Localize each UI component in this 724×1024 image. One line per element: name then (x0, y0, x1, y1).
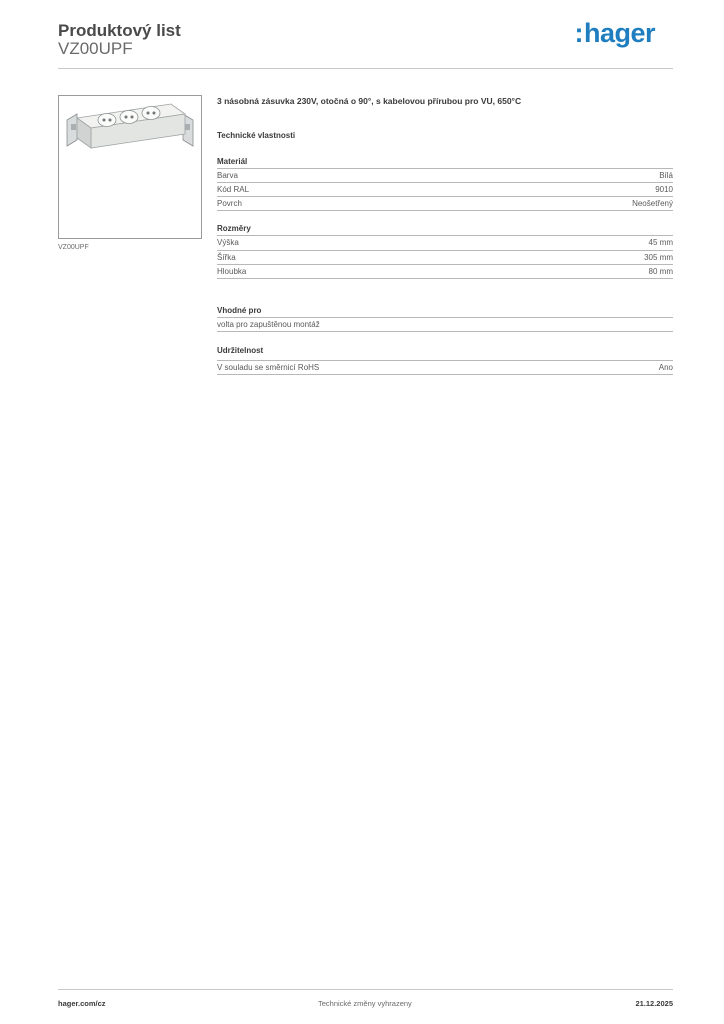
spec-row-rohs: V souladu se směrnicí RoHS Ano (217, 360, 673, 375)
suitable-for-title: Vhodné pro (217, 306, 262, 315)
spec-row-surface: Povrch Neošetřený (217, 196, 673, 211)
spec-row-depth: Hloubka 80 mm (217, 264, 673, 279)
footer-divider (58, 989, 673, 990)
socket-3 (142, 107, 160, 120)
footer-date: 21.12.2025 (635, 999, 673, 1008)
technical-properties-heading: Technické vlastnosti (217, 131, 296, 140)
socket-1 (98, 114, 116, 127)
sustainability-title: Udržitelnost (217, 346, 264, 355)
spec-row-ral: Kód RAL 9010 (217, 182, 673, 196)
product-description: 3 násobná zásuvka 230V, otočná o 90°, s kabelovou přírubou pro VU, 650°C (217, 96, 522, 106)
socket-module-illustration (59, 96, 201, 238)
hager-logo: :hager (574, 18, 655, 48)
image-caption: VZ00UPF (58, 244, 89, 251)
product-image (58, 95, 202, 239)
spec-row-height: Výška 45 mm (217, 235, 673, 249)
product-code: VZ00UPF (58, 39, 133, 58)
header-divider (58, 68, 673, 69)
document-title: Produktový list (58, 21, 181, 40)
socket-2 (120, 111, 138, 124)
dimensions-title: Rozměry (217, 224, 251, 233)
footer-website: hager.com/cz (58, 999, 106, 1008)
material-title: Materiál (217, 157, 248, 166)
spec-row-width: Šířka 305 mm (217, 250, 673, 264)
page-header (58, 20, 673, 70)
footer-note: Technické změny vyhrazeny (318, 999, 412, 1008)
spec-row-suitable: volta pro zapuštěnou montáž (217, 317, 673, 332)
spec-row-color: Barva Bílá (217, 168, 673, 182)
logo-text: hager (583, 18, 655, 48)
